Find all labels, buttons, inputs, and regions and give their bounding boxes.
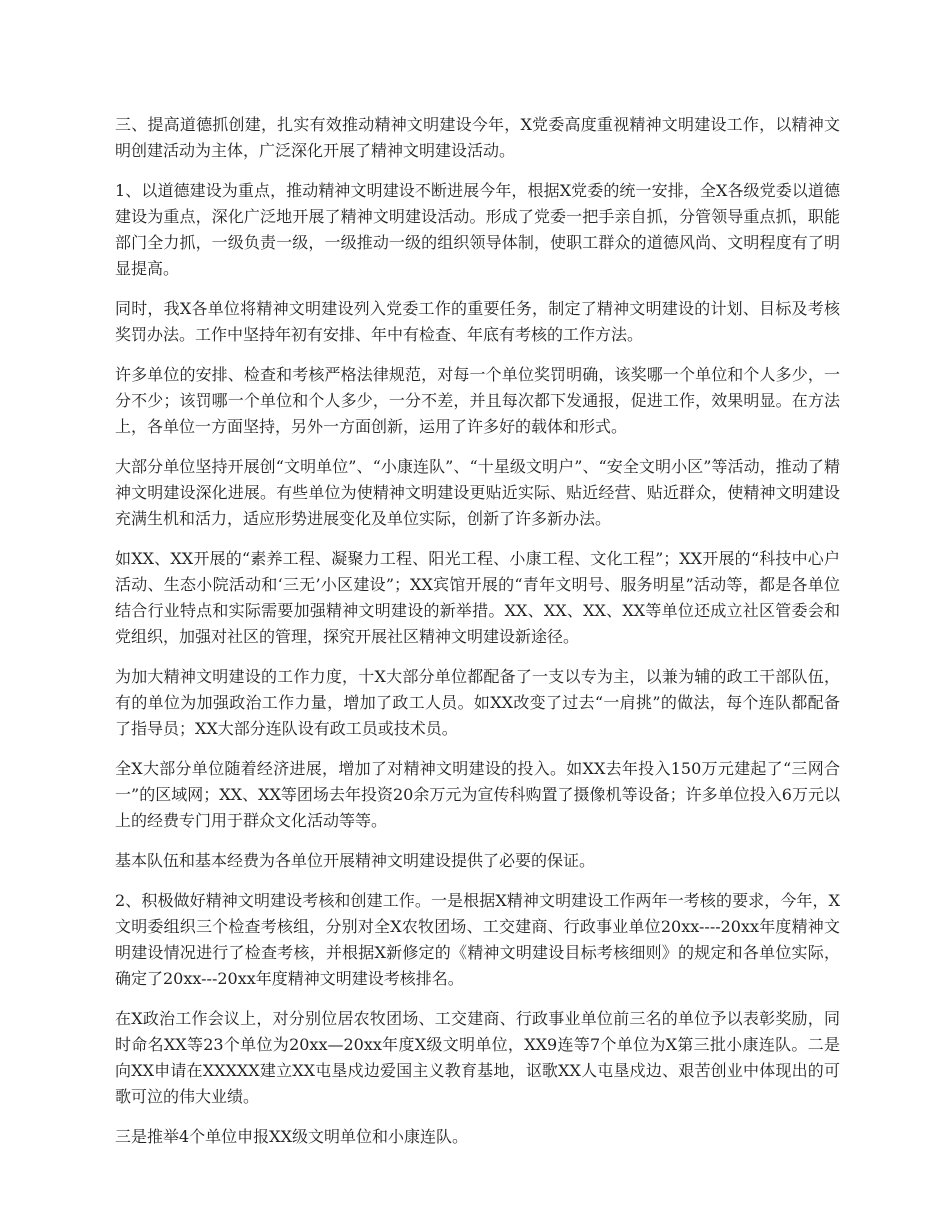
paragraph-10: 2、积极做好精神文明建设考核和创建工作。一是根据X精神文明建设工作两年一考核的要求，今年，X文明委组织三个检查考核组，分别对全X农牧团场、工交建商、行政事业单位20xx----20xx年度精神文明建设情况进行了检查考核，并根据X新修定的《精神文明建设目标考核细则》的规定和各单位实际，确定了20xx---20xx年度精神文明建设考核排名。	[115, 891, 840, 988]
paragraph-2: 1、以道德建设为重点，推动精神文明建设不断进展今年，根据X党委的统一安排，全X各级党委以道德建设为重点，深化广泛地开展了精神文明建设活动。形成了党委一把手亲自抓，分管领导重点抓，职能部门全力抓，一级负责一级，一级推动一级的组织领导体制，使职工群众的道德风尚、文明程度有了明显提高。	[115, 181, 840, 278]
paragraph-8: 全X大部分单位随着经济进展，增加了对精神文明建设的投入。如XX去年投入150万元建起了“三网合一”的区域网；XX、XX等团场去年投资20余万元为宣传科购置了摄像机等设备；许多单位投入6万元以上的经费专门用于群众文化活动等等。	[115, 759, 840, 830]
paragraph-1: 三、提高道德抓创建，扎实有效推动精神文明建设今年，X党委高度重视精神文明建设工作，以精神文明创建活动为主体，广泛深化开展了精神文明建设活动。	[115, 115, 840, 160]
paragraph-12: 三是推举4个单位申报XX级文明单位和小康连队。	[115, 1127, 468, 1146]
paragraph-4: 许多单位的安排、检查和考核严格法律规范，对每一个单位奖罚明确，该奖哪一个单位和个人多少，一分不少；该罚哪一个单位和个人多少，一分不差，并且每次都下发通报，促进工作，效果明显。在方法上，各单位一方面坚持，另外一方面创新，运用了许多好的载体和形式。	[115, 365, 840, 436]
paragraph-11: 在X政治工作会议上，对分别位居农牧团场、工交建商、行政事业单位前三名的单位予以表彰奖励，同时命名XX等23个单位为20xx—20xx年度X级文明单位，XX9连等7个单位为X第三批小康连队。二是向XX申请在XXXXX建立XX屯垦戍边爱国主义教育基地，讴歌XX人屯垦戍边、艰苦创业中体现出的可歌可泣的伟大业绩。	[115, 1009, 840, 1106]
paragraph-6: 如XX、XX开展的“素养工程、凝聚力工程、阳光工程、小康工程、文化工程”；XX开展的“科技中心户活动、生态小院活动和‘三无’小区建设”；XX宾馆开展的“青年文明号、服务明星”活动等，都是各单位结合行业特点和实际需要加强精神文明建设的新举措。XX、XX、XX、XX等单位还成立社区管委会和党组织，加强对社区的管理，探究开展社区精神文明建设新途径。	[115, 549, 840, 646]
paragraph-5: 大部分单位坚持开展创“文明单位”、“小康连队”、“十星级文明户”、“安全文明小区”等活动，推动了精神文明建设深化进展。有些单位为使精神文明建设更贴近实际、贴近经营、贴近群众，使精神文明建设充满生机和活力，适应形势进展变化及单位实际，创新了许多新办法。	[115, 457, 840, 528]
paragraph-9: 基本队伍和基本经费为各单位开展精神文明建设提供了必要的保证。	[115, 851, 596, 870]
paragraph-3: 同时，我X各单位将精神文明建设列入党委工作的重要任务，制定了精神文明建设的计划、目标及考核奖罚办法。工作中坚持年初有安排、年中有检查、年底有考核的工作方法。	[115, 299, 840, 344]
paragraph-7: 为加大精神文明建设的工作力度，十X大部分单位都配备了一支以专为主，以兼为辅的政工干部队伍，有的单位为加强政治工作力量，增加了政工人员。如XX改变了过去“一肩挑”的做法，每个连队都配备了指导员；XX大部分连队设有政工员或技术员。	[115, 667, 840, 738]
document-page	[115, 112, 840, 1164]
